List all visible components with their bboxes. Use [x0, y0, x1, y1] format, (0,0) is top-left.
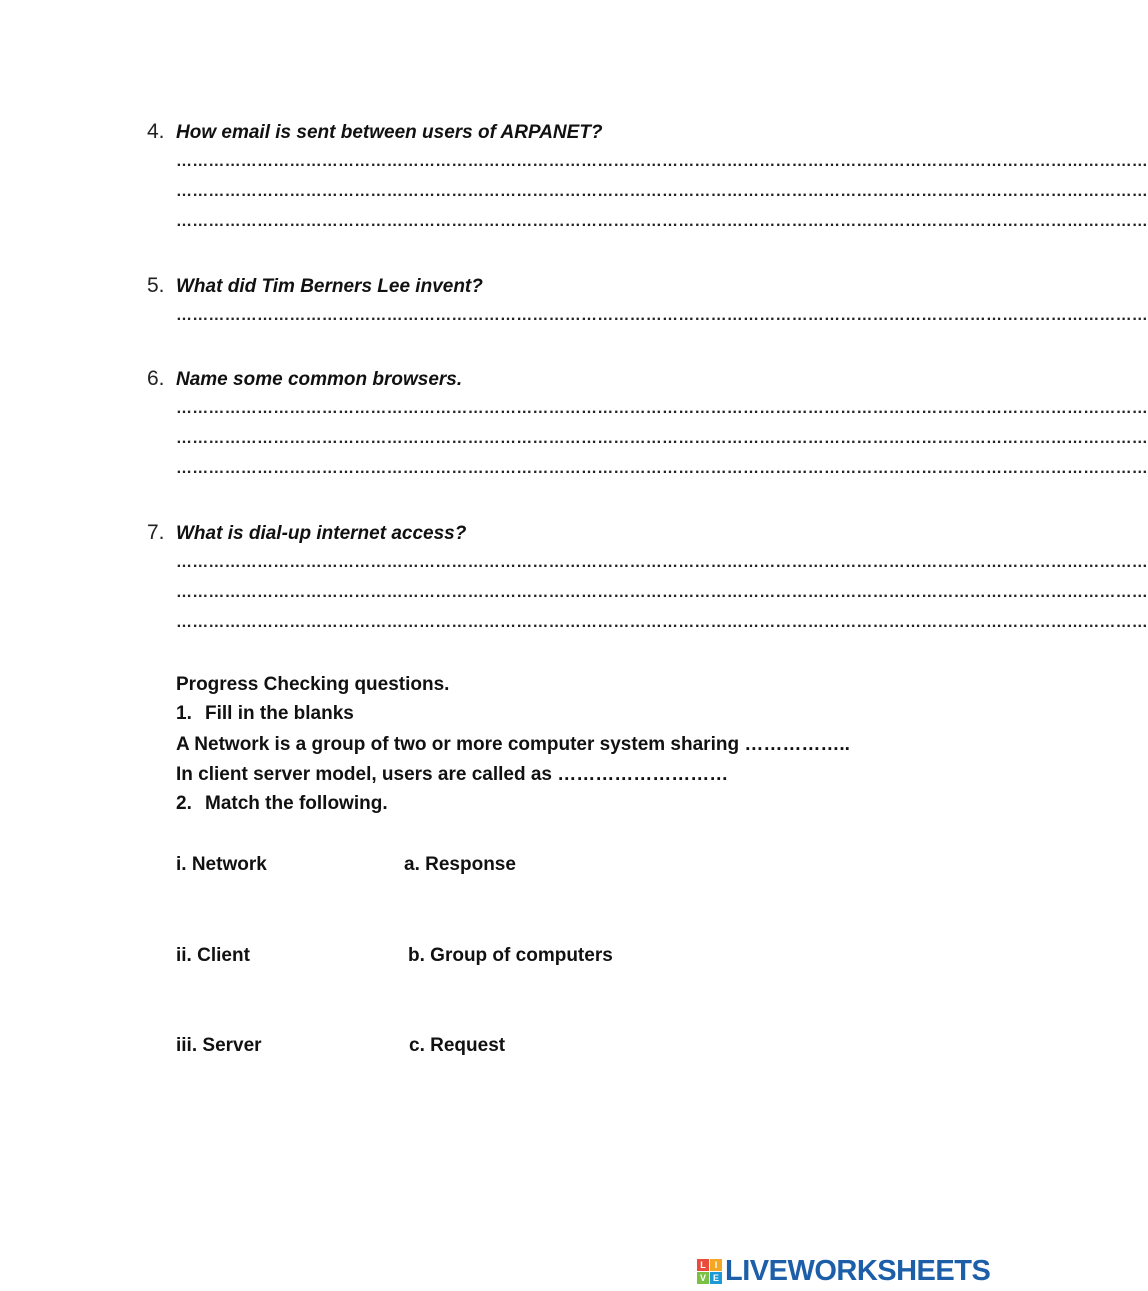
question-text: How email is sent between users of ARPANET? [176, 122, 603, 143]
answer-line[interactable]: ……………………………………………………………………………………………………………………………………………………………… [176, 430, 1148, 447]
answer-line[interactable]: ……………………………………………………………………………………………………………………………………………………………… [176, 307, 1148, 324]
logo-letter: I [710, 1259, 722, 1271]
question-number: 6. [147, 367, 165, 390]
question-7 [147, 521, 1148, 637]
progress-item-2 [176, 793, 388, 815]
match-left-3[interactable]: iii. Server [176, 1035, 262, 1056]
item-label: Match the following. [205, 793, 388, 814]
logo-letter: L [697, 1259, 709, 1271]
question-text: What did Tim Berners Lee invent? [176, 276, 483, 297]
question-text: What is dial-up internet access? [176, 523, 467, 544]
question-number: 4. [147, 120, 165, 143]
logo-letter: E [710, 1272, 722, 1284]
match-right-1[interactable]: a. Response [404, 854, 516, 875]
answer-line[interactable]: ……………………………………………………………………………………………………………………………………………………………… [176, 584, 1148, 601]
item-number: 2. [176, 793, 192, 814]
match-right-3[interactable]: c. Request [409, 1035, 506, 1056]
answer-line[interactable]: ……………………………………………………………………………………………………………………………………………………………… [176, 183, 1148, 200]
answer-line[interactable]: ……………………………………………………………………………………………………………………………………………………………… [176, 213, 1148, 230]
answer-line[interactable]: ……………………………………………………………………………………………………………………………………………………………… [176, 554, 1148, 571]
question-number: 5. [147, 274, 165, 297]
logo-letter: V [697, 1272, 709, 1284]
match-right-2[interactable]: b. Group of computers [408, 945, 613, 966]
question-4 [147, 120, 1148, 236]
question-5 [147, 274, 1148, 330]
question-number: 7. [147, 521, 165, 544]
match-left-1[interactable]: i. Network [176, 854, 267, 875]
fill-blank-1[interactable]: A Network is a group of two or more computer system sharing …………….. [176, 734, 850, 755]
item-number: 1. [176, 703, 192, 724]
logo-icon [697, 1259, 722, 1284]
logo-text: LIVEWORKSHEETS [725, 1254, 991, 1287]
progress-heading: Progress Checking questions. [176, 674, 450, 695]
answer-line[interactable]: ……………………………………………………………………………………………………………………………………………………………… [176, 153, 1148, 170]
question-6 [147, 367, 1148, 483]
progress-item-1 [176, 703, 354, 725]
answer-line[interactable]: ……………………………………………………………………………………………………………………………………………………………… [176, 460, 1148, 477]
question-text: Name some common browsers. [176, 369, 463, 390]
liveworksheets-logo [697, 1254, 990, 1288]
answer-line[interactable]: ……………………………………………………………………………………………………………………………………………………………… [176, 614, 1148, 631]
match-left-2[interactable]: ii. Client [176, 945, 250, 966]
answer-line[interactable]: ……………………………………………………………………………………………………………………………………………………………… [176, 400, 1148, 417]
item-label: Fill in the blanks [205, 703, 354, 724]
fill-blank-2[interactable]: In client server model, users are called as ……………………… [176, 764, 729, 785]
